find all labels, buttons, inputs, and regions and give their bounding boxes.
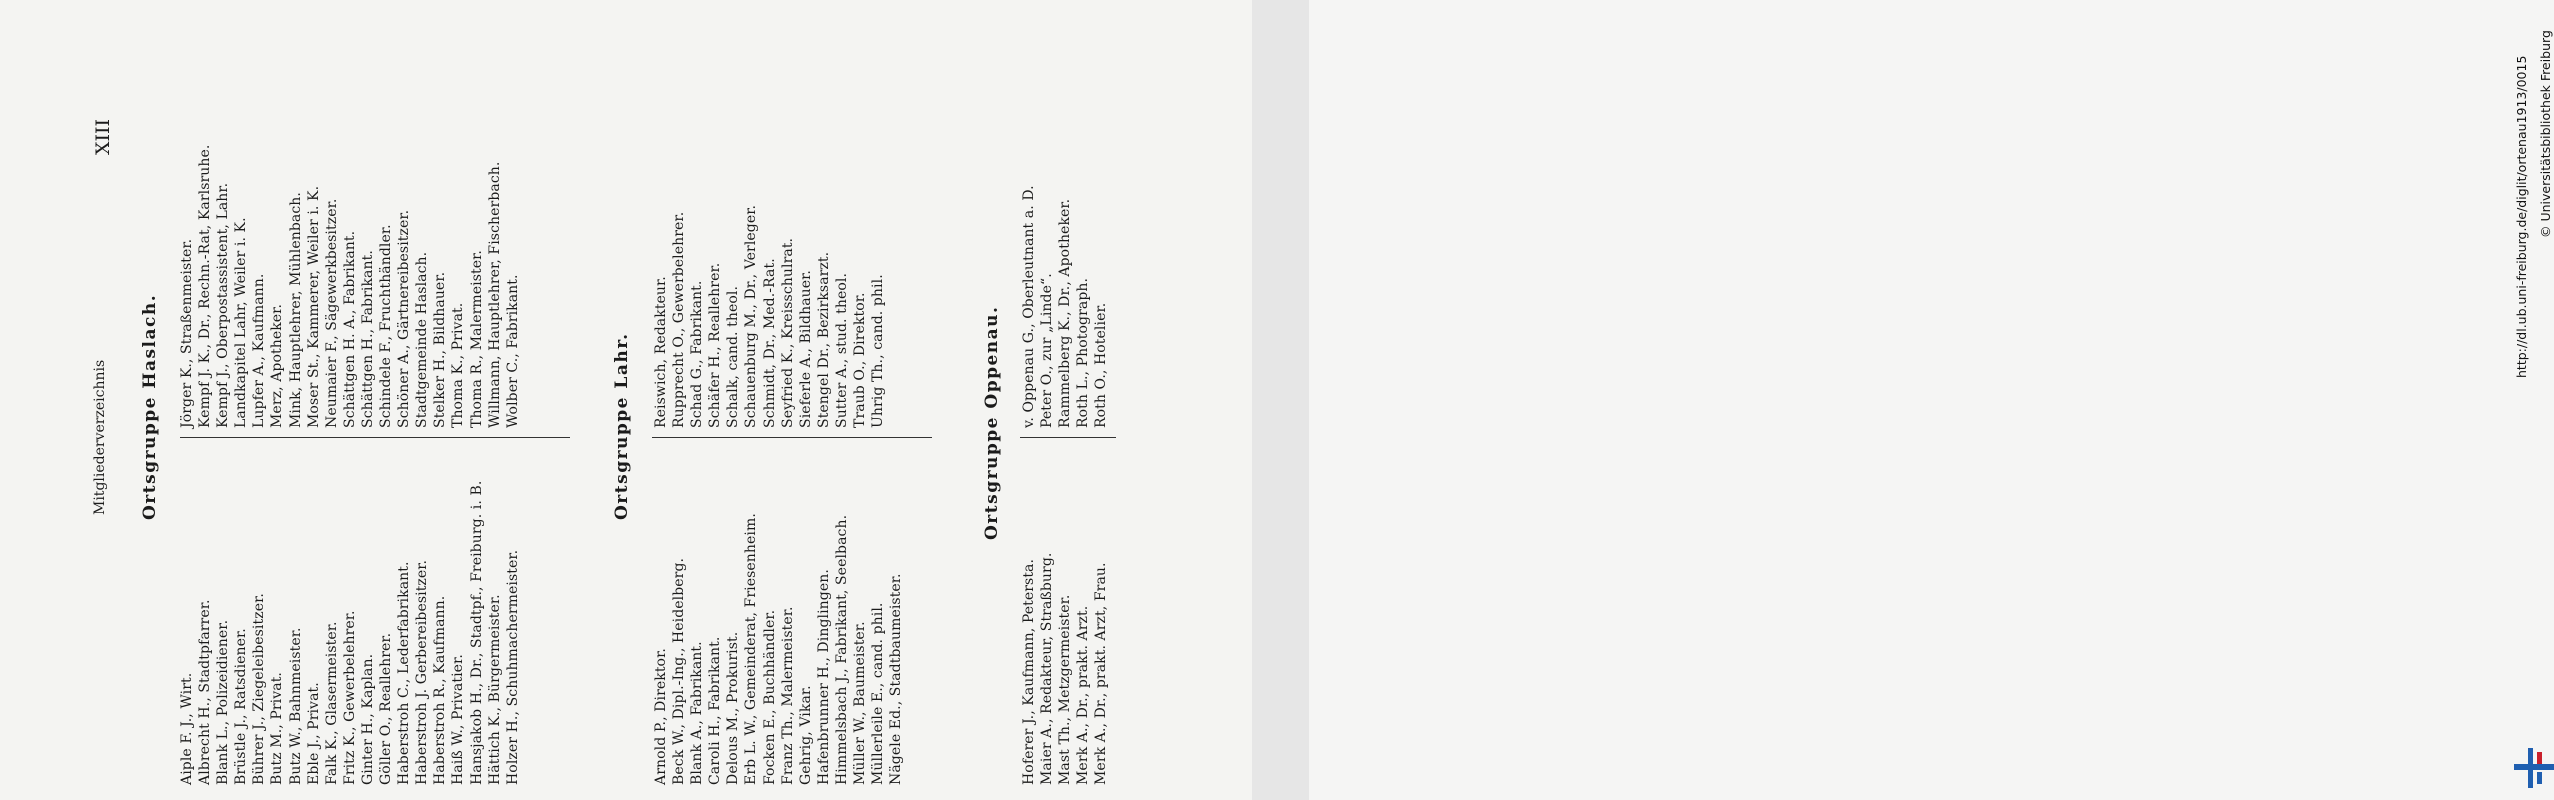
list-item: Traub O., Direktor. bbox=[852, 292, 869, 428]
list-item: Sieferle A., Bildhauer. bbox=[797, 270, 814, 428]
list-item: Haberstroh R., Kaufmann. bbox=[432, 595, 449, 785]
haslach-right-column bbox=[178, 145, 522, 428]
list-item: Sutter A., stud. theol. bbox=[833, 272, 850, 428]
list-item: Blank L., Polizeidiener. bbox=[215, 619, 232, 785]
column-divider bbox=[1020, 437, 1116, 438]
list-item: Stelker H., Bildhauer. bbox=[432, 271, 449, 428]
list-item: Schalk, cand. theol. bbox=[725, 285, 742, 428]
list-item: Haberstroh C., Lederfabrikant. bbox=[396, 561, 413, 785]
list-item: Bührer J., Ziegeleibesitzer. bbox=[251, 593, 268, 785]
oppenau-left-column bbox=[1020, 553, 1110, 785]
list-item: Hafenbrunner H., Dinglingen. bbox=[815, 569, 832, 785]
section-heading-lahr: Ortsgruppe Lahr. bbox=[612, 332, 632, 520]
list-item: Maier A., Redakteur, Straßburg. bbox=[1039, 552, 1056, 785]
list-item: Brüstle J., Ratsdiener. bbox=[233, 628, 250, 785]
list-item: Mink, Hauptlehrer, Mühlenbach. bbox=[287, 192, 304, 428]
list-item: Müllerleile E., cand. phil. bbox=[870, 602, 887, 785]
list-item: Uhrig Th., cand. phil. bbox=[870, 274, 887, 428]
list-item: Roth O., Hotelier. bbox=[1093, 302, 1110, 428]
list-item: Franz Th., Malermeister. bbox=[779, 606, 796, 785]
list-item: Reiswich, Redakteur. bbox=[653, 276, 669, 428]
list-item: Rammelberg K., Dr., Apotheker. bbox=[1057, 198, 1074, 428]
list-item: Stadtgemeinde Haslach. bbox=[414, 251, 431, 428]
list-item: Göller O., Reallehrer. bbox=[378, 632, 395, 785]
copyright-text: © Universitätsbibliothek Freiburg bbox=[2538, 30, 2553, 238]
list-item: Delous M., Prokurist. bbox=[725, 631, 742, 785]
list-item: v. Oppenau G., Oberleutnant a. D. bbox=[1021, 185, 1037, 428]
list-item: Hoferer J., Kaufmann, Petersta. bbox=[1021, 558, 1037, 785]
list-item: Fritz K., Gewerbelehrer. bbox=[341, 610, 358, 785]
list-item: Schauenburg M., Dr., Verleger. bbox=[743, 204, 760, 428]
haslach-left-column bbox=[178, 481, 522, 785]
column-divider bbox=[652, 437, 932, 438]
list-item: Himmelsbach J., Fabrikant, Seelbach. bbox=[833, 514, 850, 785]
list-item: Jörger K., Straßenmeister. bbox=[179, 238, 195, 428]
list-item: Merk A., Dr., prakt. Arzt. bbox=[1075, 605, 1092, 785]
list-item: Erb L. W., Gemeinderat, Friesenheim. bbox=[743, 513, 760, 785]
list-item: Lupfer A., Kaufmann. bbox=[251, 273, 268, 428]
list-item: Schad G., Fabrikant. bbox=[689, 280, 706, 428]
list-item: Eble J., Privat. bbox=[305, 682, 322, 785]
list-item: Schindele F., Fruchthändler. bbox=[378, 224, 395, 428]
list-item: Nägele Ed., Stadtbaumeister. bbox=[888, 573, 905, 785]
section-heading-oppenau: Ortsgruppe Oppenau. bbox=[982, 305, 1002, 540]
list-item: Schättgen H. A., Fabrikant. bbox=[341, 230, 358, 428]
list-item: Falk K., Glasermeister. bbox=[323, 621, 340, 785]
source-url-link[interactable]: http://dl.ub.uni-freiburg.de/diglit/ortenau1913/0015 bbox=[2514, 55, 2529, 378]
list-item: Moser St., Kammerer, Weiler i. K. bbox=[305, 185, 322, 428]
column-divider bbox=[180, 437, 570, 438]
list-item: Müller W., Baumeister. bbox=[852, 621, 869, 785]
list-item: Landkapitel Lahr, Weiler i. K. bbox=[233, 217, 250, 428]
lahr-right-column bbox=[652, 205, 887, 428]
list-item: Aiple F. J., Wirt. bbox=[179, 672, 195, 785]
ub-freiburg-logo-icon bbox=[2514, 748, 2554, 788]
list-item: Ginter H., Kaplan. bbox=[359, 653, 376, 785]
list-item: Seyfried K., Kreisschulrat. bbox=[779, 237, 796, 428]
list-item: Gehrig, Vikar. bbox=[797, 685, 814, 785]
list-item: Rupprecht O., Gewerbelehrer. bbox=[671, 211, 688, 428]
list-item: Willmann, Hauptlehrer, Fischerbach. bbox=[486, 161, 503, 428]
list-item: Holzer H., Schuhmachermeister. bbox=[504, 549, 521, 785]
list-item: Neumaier F., Sägewerkbesitzer. bbox=[323, 198, 340, 428]
list-item: Schöner A., Gärtnereibesitzer. bbox=[396, 209, 413, 428]
page-number: XIII bbox=[92, 118, 114, 155]
list-item: Schmidt, Dr., Med.-Rat. bbox=[761, 258, 778, 428]
running-head: Mitgliederverzeichnis bbox=[92, 359, 108, 515]
list-item: Schättgen H., Fabrikant. bbox=[359, 250, 376, 428]
list-item: Roth L., Photograph. bbox=[1075, 277, 1092, 428]
list-item: Wolber C., Fabrikant. bbox=[504, 274, 521, 428]
list-item: Peter O., zur „Linde“. bbox=[1039, 273, 1056, 428]
list-item: Focken E., Buchhändler. bbox=[761, 609, 778, 785]
section-heading-haslach: Ortsgruppe Haslach. bbox=[140, 293, 160, 520]
list-item: Hansjakob H., Dr., Stadtpf., Freiburg. i. B. bbox=[468, 480, 485, 785]
viewer-sidebar bbox=[1252, 0, 2553, 800]
list-item: Kempf J., Oberpostassistent, Lahr. bbox=[215, 182, 232, 428]
list-item: Beck W., Dipl.-Ing., Heidelberg. bbox=[671, 557, 688, 785]
list-item: Albrecht H., Stadtpfarrer. bbox=[197, 599, 214, 785]
list-item: Hättich K., Bürgermeister. bbox=[486, 594, 503, 785]
list-item: Haberstroh J. Gerbereibesitzer. bbox=[414, 559, 431, 785]
list-item: Butz M., Privat. bbox=[269, 672, 286, 785]
list-item: Stengel Dr., Bezirksarzt. bbox=[815, 251, 832, 428]
lahr-left-column bbox=[652, 513, 905, 785]
list-item: Merk A., Dr., prakt. Arzt, Frau. bbox=[1093, 562, 1110, 785]
list-item: Caroli H., Fabrikant. bbox=[707, 636, 724, 785]
scanned-page bbox=[0, 0, 1252, 800]
list-item: Schäfer H., Reallehrer. bbox=[707, 262, 724, 428]
list-item: Merz, Apotheker. bbox=[269, 304, 286, 428]
list-item: Haiß W., Privatier. bbox=[450, 654, 467, 785]
list-item: Arnold P., Direktor. bbox=[653, 648, 669, 785]
list-item: Thoma R., Malermeister. bbox=[468, 250, 485, 428]
list-item: Kempf J. K., Dr., Rechn.-Rat, Karlsruhe. bbox=[197, 144, 214, 428]
oppenau-right-column bbox=[1020, 185, 1110, 428]
list-item: Butz W., Bahnmeister. bbox=[287, 627, 304, 785]
list-item: Thoma K., Privat. bbox=[450, 302, 467, 428]
list-item: Blank A., Fabrikant. bbox=[689, 641, 706, 785]
list-item: Mast Th., Metzgermeister. bbox=[1057, 594, 1074, 785]
